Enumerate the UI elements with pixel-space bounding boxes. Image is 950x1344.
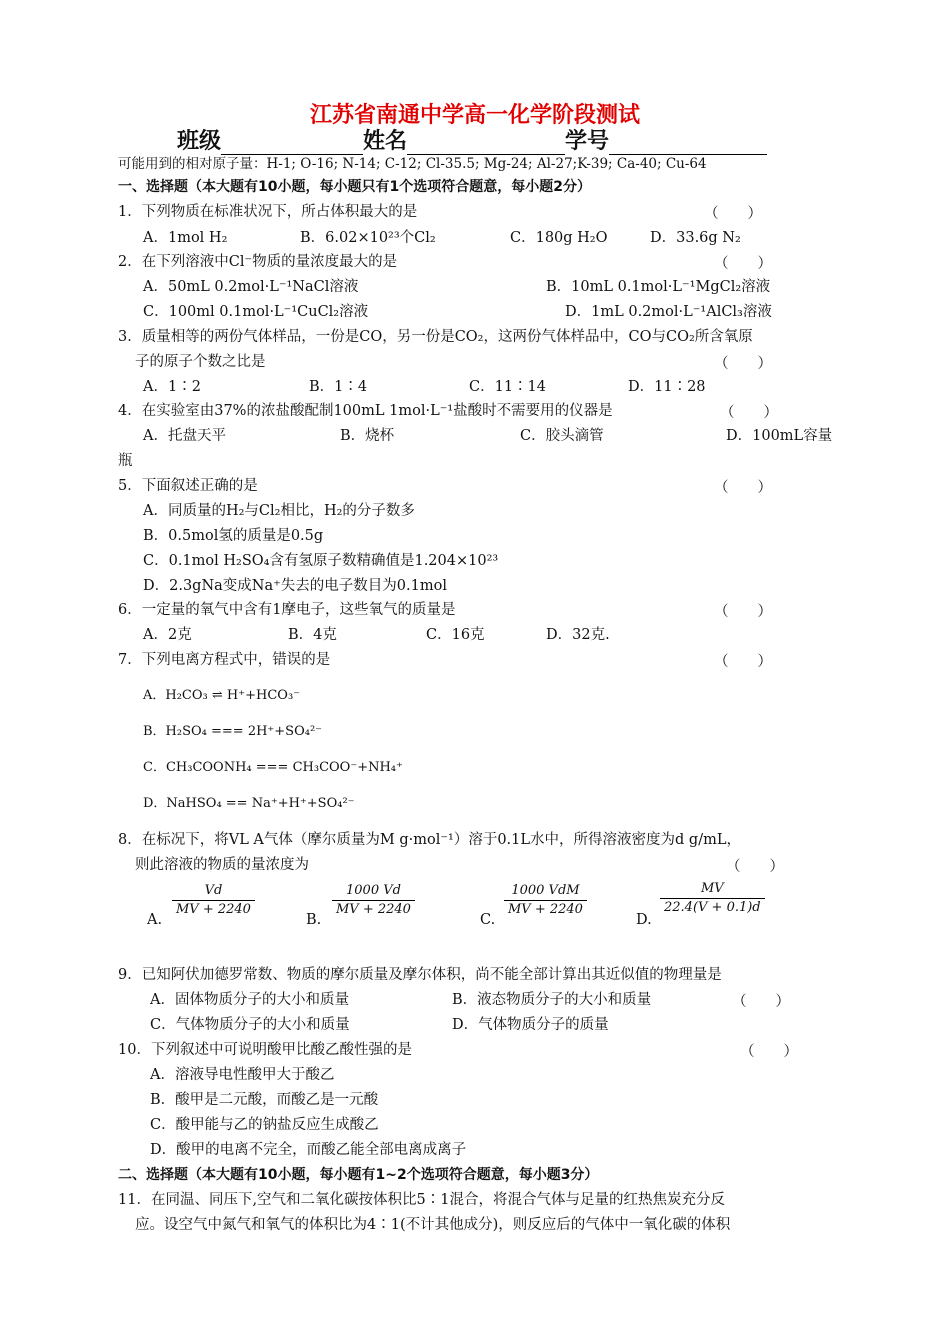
q8-option-c: C. <box>480 912 496 928</box>
q10-option-c: C．酸甲能与乙的钠盐反应生成酸乙 <box>150 1117 379 1133</box>
q1-option-a: A．1mol H₂ <box>143 230 228 246</box>
question-8-cont: 则此溶液的物质的量浓度为 <box>135 857 309 873</box>
question-10: 10．下列叙述中可说明酸甲比酸乙酸性强的是 <box>118 1042 412 1058</box>
q2-option-d: D．1mL 0.2mol·L⁻¹AlCl₃溶液 <box>565 304 772 320</box>
q2-option-b: B．10mL 0.1mol·L⁻¹MgCl₂溶液 <box>546 279 771 295</box>
question-8: 8．在标况下，将VL A气体（摩尔质量为M g·mol⁻¹）溶于0.1L水中，所得溶液密度为d g/mL， <box>118 832 741 848</box>
q8-d-numerator: MV <box>660 880 765 899</box>
student-id-field[interactable] <box>609 134 767 155</box>
q8-d-denominator: 22.4(V + 0.1)d <box>664 900 761 915</box>
q10-option-d: D．酸甲的电离不完全，而酸乙能全部电离成离子 <box>150 1142 467 1158</box>
answer-paren-9[interactable]: （ ） <box>732 994 790 1010</box>
q10-option-a: A．溶液导电性酸甲大于酸乙 <box>150 1067 335 1083</box>
section-2-heading: 二、选择题（本大题有10小题，每小题有1~2个选项符合题意，每小题3分） <box>118 1167 599 1183</box>
q5-option-c: C．0.1mol H₂SO₄含有氢原子数精确值是1.204×10²³ <box>143 553 499 569</box>
q7-option-c: C．CH₃COONH₄ === CH₃COO⁻+NH₄⁺ <box>143 760 403 775</box>
answer-paren-7[interactable]: （ ） <box>714 654 772 670</box>
q4-option-d: D．100mL容量 <box>726 428 833 444</box>
q8-option-d: D. <box>636 912 652 928</box>
question-3-cont: 子的原子个数之比是 <box>135 354 266 370</box>
q3-option-c: C．11∶14 <box>469 379 546 395</box>
q4-option-a: A．托盘天平 <box>143 428 226 444</box>
q9-option-b: B．液态物质分子的大小和质量 <box>452 992 652 1008</box>
question-11: 11．在同温、同压下,空气和二氧化碳按体积比5∶1混合，将混合气体与足量的红热焦炭充分反 <box>118 1192 726 1208</box>
question-9: 9．已知阿伏加德罗常数、物质的摩尔质量及摩尔体积，尚不能全部计算出其近似值的物理量是 <box>118 967 722 983</box>
atomic-masses: 可能用到的相对原子量：H-1; O-16; N-14; C-12; Cl-35.5; Mg-24; Al-27;K-39; Ca-40; Cu-64 <box>118 156 707 172</box>
question-7: 7．下列电离方程式中，错误的是 <box>118 652 331 668</box>
name-field[interactable] <box>407 134 565 155</box>
name-label: 姓名 <box>363 129 408 154</box>
q4-option-b: B．烧杯 <box>340 428 395 444</box>
q9-option-c: C．气体物质分子的大小和质量 <box>150 1017 350 1033</box>
question-1: 1．下列物质在标准状况下，所占体积最大的是 <box>118 204 418 220</box>
section-1-heading: 一、选择题（本大题有10小题，每小题只有1个选项符合题意，每小题2分） <box>118 179 591 195</box>
q8-fraction-b <box>332 882 415 919</box>
answer-paren-6[interactable]: （ ） <box>714 604 772 620</box>
question-5: 5．下面叙述正确的是 <box>118 478 258 494</box>
q2-option-a: A．50mL 0.2mol·L⁻¹NaCl溶液 <box>143 279 359 295</box>
q8-a-denominator: MV + 2240 <box>176 902 251 917</box>
question-2: 2．在下列溶液中Cl⁻物质的量浓度最大的是 <box>118 254 398 270</box>
q10-option-b: B．酸甲是二元酸，而酸乙是一元酸 <box>150 1092 379 1108</box>
q6-option-d: D．32克. <box>546 627 610 643</box>
page-title: 江苏省南通中学高一化学阶段测试 <box>309 103 640 128</box>
q9-option-a: A．固体物质分子的大小和质量 <box>150 992 349 1008</box>
class-field[interactable] <box>221 134 363 155</box>
q8-fraction-c <box>504 882 587 919</box>
q3-option-b: B．1∶4 <box>309 379 368 395</box>
q8-c-denominator: MV + 2240 <box>508 902 583 917</box>
q7-option-a: A．H₂CO₃ ⇌ H⁺+HCO₃⁻ <box>143 688 301 703</box>
q6-option-a: A．2克 <box>143 627 192 643</box>
answer-paren-4[interactable]: （ ） <box>720 405 778 421</box>
q8-b-numerator: 1000 Vd <box>332 882 415 901</box>
q8-b-denominator: MV + 2240 <box>336 902 411 917</box>
q8-c-numerator: 1000 VdM <box>504 882 587 901</box>
student-info-header <box>177 124 767 155</box>
q4-option-d-cont: 瓶 <box>118 453 133 469</box>
q8-fraction-d <box>660 880 765 917</box>
q7-option-b: B．H₂SO₄ === 2H⁺+SO₄²⁻ <box>143 724 323 739</box>
q9-option-d: D．气体物质分子的质量 <box>452 1017 609 1033</box>
q8-fraction-a <box>172 882 255 919</box>
q6-option-c: C．16克 <box>426 627 485 643</box>
q6-option-b: B．4克 <box>288 627 337 643</box>
q3-option-d: D．11∶28 <box>628 379 706 395</box>
question-4: 4．在实验室由37%的浓盐酸配制100mL 1mol·L⁻¹盐酸时不需要用的仪器是 <box>118 403 613 419</box>
answer-paren-2[interactable]: （ ） <box>714 256 772 272</box>
q5-option-b: B．0.5mol氢的质量是0.5g <box>143 528 324 544</box>
q8-a-numerator: Vd <box>172 882 255 901</box>
answer-paren-3[interactable]: （ ） <box>714 356 772 372</box>
q1-option-d: D．33.6g N₂ <box>650 230 741 246</box>
answer-paren-8[interactable]: （ ） <box>726 859 784 875</box>
q1-option-c: C．180g H₂O <box>510 230 608 246</box>
answer-paren-10[interactable]: （ ） <box>740 1044 798 1060</box>
question-3: 3．质量相等的两份气体样品，一份是CO，另一份是CO₂，这两份气体样品中，CO与CO₂所含氧原 <box>118 329 753 345</box>
q8-option-b: B. <box>306 912 322 928</box>
question-11-cont: 应。设空气中氮气和氧气的体积比为4∶1(不计其他成分)，则反应后的气体中一氧化碳的体积 <box>135 1217 731 1233</box>
q2-option-c: C．100ml 0.1mol·L⁻¹CuCl₂溶液 <box>143 304 369 320</box>
student-id-label: 学号 <box>565 129 610 154</box>
q7-option-d: D．NaHSO₄ == Na⁺+H⁺+SO₄²⁻ <box>143 796 355 811</box>
answer-paren-5[interactable]: （ ） <box>714 480 772 496</box>
q3-option-a: A．1∶2 <box>143 379 201 395</box>
question-6: 6．一定量的氧气中含有1摩电子，这些氧气的质量是 <box>118 602 456 618</box>
q1-option-b: B．6.02×10²³个Cl₂ <box>300 230 436 246</box>
answer-paren-1[interactable]: （ ） <box>704 206 762 222</box>
q5-option-d: D．2.3gNa变成Na⁺失去的电子数目为0.1mol <box>143 578 447 594</box>
q5-option-a: A．同质量的H₂与Cl₂相比，H₂的分子数多 <box>143 503 415 519</box>
q4-option-c: C．胶头滴管 <box>520 428 604 444</box>
q8-option-a: A. <box>147 912 163 928</box>
class-label: 班级 <box>177 129 222 154</box>
